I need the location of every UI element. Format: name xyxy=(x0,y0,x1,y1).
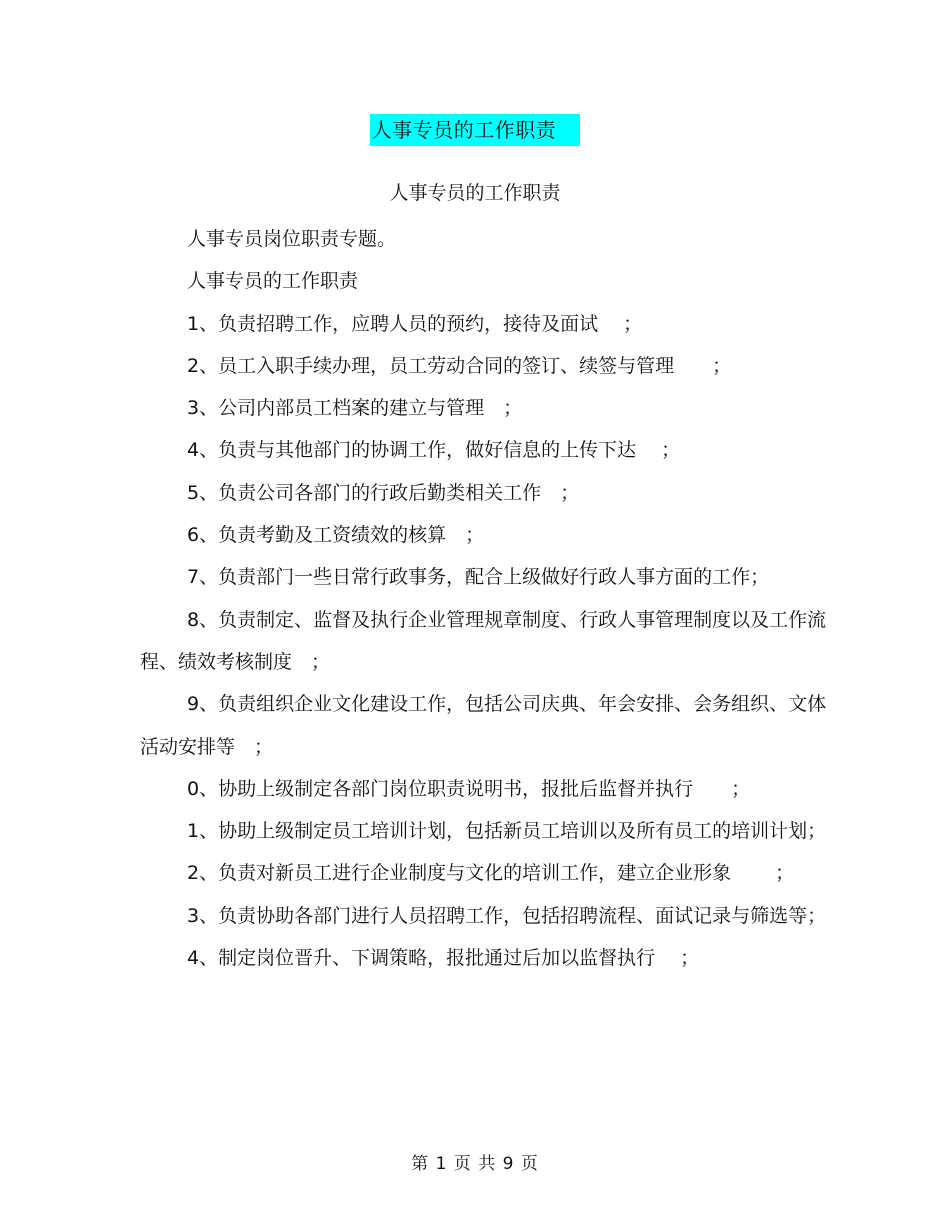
page-number-footer: 第 1 页 共 9 页 xyxy=(411,1154,539,1174)
paragraph: 1、协助上级制定员工培训计划，包括新员工培训以及所有员工的培训计划； xyxy=(187,820,827,843)
document-subtitle: 人事专员的工作职责 xyxy=(389,182,561,204)
paragraph: 4、负责与其他部门的协调工作，做好信息的上传下达 ； xyxy=(187,439,681,462)
paragraph: 2、负责对新员工进行企业制度与文化的培训工作，建立企业形象 ； xyxy=(187,862,795,885)
paragraph: 8、负责制定、监督及执行企业管理规章制度、行政人事管理制度以及工作流程、绩效考核制度 ； xyxy=(140,608,827,673)
paragraph: 0、协助上级制定各部门岗位职责说明书，报批后监督并执行 ； xyxy=(187,777,751,800)
paragraph: 人事专员的工作职责 xyxy=(187,270,359,293)
paragraph: 4、制定岗位晋升、下调策略，报批通过后加以监督执行 ； xyxy=(187,947,700,970)
document-title: 人事专员的工作职责 xyxy=(370,114,581,146)
title-container xyxy=(0,114,950,146)
paragraph: 5、负责公司各部门的行政后勤类相关工作 ； xyxy=(187,481,580,504)
paragraph: 1、负责招聘工作，应聘人员的预约，接待及面试 ； xyxy=(187,312,643,335)
paragraph: 人事专员岗位职责专题。 xyxy=(187,228,397,250)
paragraph: 6、负责考勤及工资绩效的核算 ； xyxy=(187,524,485,547)
paragraph: 3、负责协助各部门进行人员招聘工作，包括招聘流程、面试记录与筛选等； xyxy=(187,904,827,927)
paragraph: 3、公司内部员工档案的建立与管理 ； xyxy=(187,397,523,420)
document-body xyxy=(140,218,840,979)
paragraph: 2、员工入职手续办理，员工劳动合同的签订、续签与管理 ； xyxy=(187,354,732,377)
paragraph: 9、负责组织企业文化建设工作，包括公司庆典、年会安排、会务组织、文体活动安排等 ； xyxy=(140,693,827,758)
paragraph: 7、负责部门一些日常行政事务，配合上级做好行政人事方面的工作； xyxy=(187,566,770,589)
